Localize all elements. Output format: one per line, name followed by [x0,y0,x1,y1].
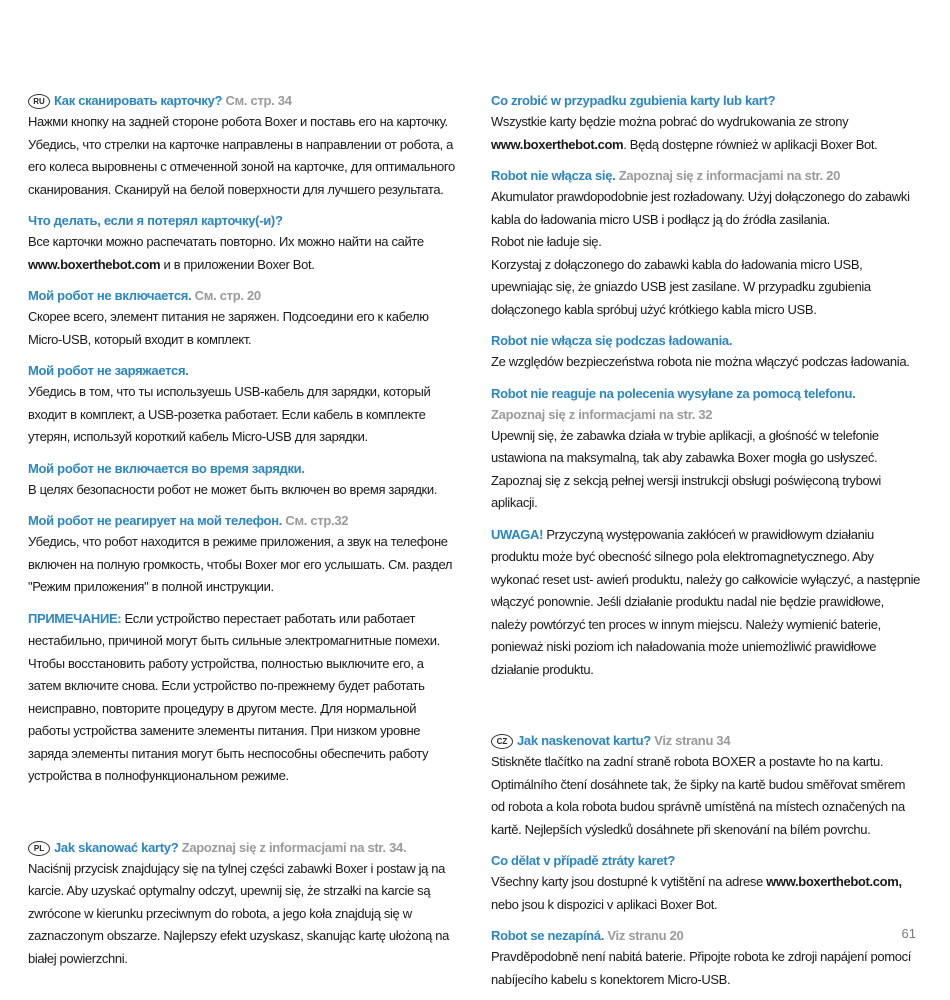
pl-q3-title: Robot nie włącza się. [491,168,616,183]
ru-faq-lost-cards [28,210,458,276]
page-number: 61 [901,926,916,941]
ru-q2-link[interactable]: www.boxerthebot.com [28,256,161,272]
spacer [28,797,458,837]
ru-q2-title: Что делать, если я потерял карточку(-и)? [28,213,283,228]
pl-faq-not-on [491,165,921,321]
pl-q2-link[interactable]: www.boxerthebot.com [491,136,624,152]
pl-q1-text: Naciśnij przycisk znajdujący się na tylnej części zabawki Boxer i postaw ją na karcie. Aby uzyskać optymalny odczyt, upewnij się, że strzałki na karcie są zwrócone w kierunku przeciwnym do robota, a jego koła znajdują się w zaznaczonym obszarze. Najlepszy efekt uzyskasz, skanując kartę ułożoną na białej powierzchni. [28,860,450,966]
ru-faq-phone [28,510,458,599]
pl-q3-ref: Zapoznaj się z informacjami na str. 20 [618,168,841,183]
ru-q3-ref: См. стр. 20 [194,288,261,303]
ru-q5-title: Мой робот не включается во время зарядки. [28,460,305,476]
ru-q5-text: В целях безопасности робот не может быть включен во время зарядки. [28,481,438,497]
pl-q2-text-a: Wszystkie karty będzie można pobrać do wydrukowania ze strony [491,114,849,129]
cz-faq-scan [491,730,921,841]
cz-faq-lost-cards [491,850,921,916]
ru-language-badge: RU [28,94,50,109]
cz-q3-ref: Viz stranu 20 [607,928,684,943]
ru-faq-not-charging [28,360,458,449]
pl-q1-ref: Zapoznaj się z informacjami na str. 34. [181,839,407,855]
pl-q4-title: Robot nie włącza się podczas ładowania. [491,333,733,348]
pl-note-label: UWAGA! [491,526,544,542]
pl-q2-title: Co zrobić w przypadku zgubienia karty lub kart? [491,93,776,108]
ru-note [28,608,458,788]
right-column [491,90,921,1000]
cz-language-badge: CZ [491,734,513,749]
cz-q1-text: Stiskněte tlačítko na zadní straně robota BOXER a postavte ho na kartu. Optimálního čtení dosáhnete tak, že šipky na kartě budou směřovat směrem od robota a kola robota budou správně umístěná na místech označených na kartě. Nejlepších výsledků dosáhnete při skenování na bílém povrchu. [491,754,906,837]
ru-note-label: ПРИМЕЧАНИЕ: [28,610,122,626]
ru-note-text: Если устройство перестает работать или работает нестабильно, причиной могут быть сильные электромагнитные помехи. Чтобы восстановить работу устройства, полностью выключите его, а затем включите снова. Если устройство по-прежнему будет работать неисправно, повторите процедуру в другом месте. Для нормальной работы устройства замените элементы питания. При низком уровне заряда элементы питания могут быть неспособны обеспечить работу устройства в полнофункциональном режиме. [28,610,440,783]
ru-q1-title: Как сканировать карточку? [54,93,223,108]
ru-q2-text-a: Все карточки можно распечатать повторно. Их можно найти на сайте [28,234,424,249]
cz-q2-link[interactable]: www.boxerthebot.com, [766,874,902,889]
pl-language-badge: PL [28,841,50,856]
ru-q4-title: Мой робот не заряжается. [28,363,189,378]
cz-q1-ref: Viz stranu 34 [654,733,731,748]
pl-q5-ref: Zapoznaj się z informacjami na str. 32 [491,406,713,422]
pl-q5-text: Upewnij się, że zabawka działa w trybie aplikacji, a głośność w telefonie ustawiona na maksymalną, tak aby zabawka Boxer mogła go usłyszeć. Zapoznaj się z sekcją pełnej wersji instrukcji obsługi poświęconą trybowi aplikacji. [491,427,881,510]
ru-q3-text: Скорее всего, элемент питания не заряжен. Подсоедини его к кабелю Micro-USB, который входит в комплект. [28,309,429,347]
ru-faq-not-on [28,285,458,351]
pl-q3-text-c: Korzystaj z dołączonego do zabawki kabla do ładowania micro USB, upewniając się, że gniazdo USB jest zasilane. W przypadku zgubienia dołączonego kabla spróbuj użyć krótkiego kabla micro USB. [491,256,871,317]
cz-q2-text-b: nebo jsou k dispozici v aplikaci Boxer Bot. [491,896,718,912]
cz-q2-text-a: Všechny karty jsou dostupné k vytištění na adrese [491,874,763,889]
pl-faq-phone [491,383,921,515]
pl-q2-text-b: . Będą dostępne również w aplikacji Boxer Bot. [623,136,878,152]
pl-q3-text-b: Robot nie ładuje się. [491,234,602,249]
pl-faq-lost-cards [491,90,921,156]
cz-q2-title: Co dělat v případě ztráty karet? [491,853,676,868]
ru-faq-scan [28,90,458,201]
pl-q5-title: Robot nie reaguje na polecenia wysyłane za pomocą telefonu. [491,385,856,401]
ru-q1-ref: См. стр. 34 [225,93,292,108]
left-column [28,90,458,979]
pl-q4-text: Ze względów bezpieczeństwa robota nie można włączyć podczas ładowania. [491,354,910,369]
ru-q6-text: Убедись, что робот находится в режиме приложения, а звук на телефоне включен на полную громкость, чтобы Boxer мог его услышать. См. раздел "Режим приложения" в полной инструкции. [28,534,453,594]
ru-q6-ref: См. стр.32 [285,513,349,528]
cz-faq-not-on [491,925,921,991]
ru-q2-text-b: и в приложении Boxer Bot. [163,256,315,272]
pl-note-text: Przyczyną występowania zakłóceń w prawidłowym działaniu produktu może być obecność silnego pola elektromagnetycznego. Aby wykonać reset ust- awień produktu, należy go całkowicie wyłączyć, a następnie włączyć ponownie. Jeśli działanie produktu nadal nie będzie prawidłowe, należy powtórzyć ten proces w innym miejscu. Należy wymienić baterie, ponieważ niski poziom ich naładowania może uniemożliwić prawidłowe działanie produktu. [491,526,920,677]
ru-q1-text: Нажми кнопку на задней стороне робота Boxer и поставь его на карточку. Убедись, что стрелки на карточке направлены в направлении от робота, а его колеса выровнены с отмеченной зоной на карточке, для оптимального сканирования. Сканируй на белой поверхности для лучшего результата. [28,114,455,197]
cz-q3-text: Pravděpodobně není nabitá baterie. Připojte robota ke zdroji napájení pomocí nabíjecího kabelu s konektorem Micro-USB. [491,949,912,987]
pl-note [491,524,921,682]
pl-faq-not-on-charging [491,330,921,374]
cz-q1-title: Jak naskenovat kartu? [517,733,651,748]
ru-faq-not-on-charging [28,458,458,502]
pl-q1-title: Jak skanować karty? [54,839,179,855]
pl-q3-text-a: Akumulator prawdopodobnie jest rozładowany. Użyj dołączonego do zabawki kabla do ładowania micro USB i podłącz ją do źródła zasilania. [491,189,910,227]
ru-q3-title: Мой робот не включается. [28,288,192,303]
ru-q4-text: Убедись в том, что ты используешь USB-кабель для зарядки, который входит в комплект, а USB-розетка работает. Если кабель в комплекте утерян, используй короткий кабель Micro-USB для зарядки. [28,384,431,444]
ru-q6-title: Мой робот не реагирует на мой телефон. [28,513,283,528]
spacer [491,690,921,730]
cz-q3-title: Robot se nezapíná. [491,928,605,943]
